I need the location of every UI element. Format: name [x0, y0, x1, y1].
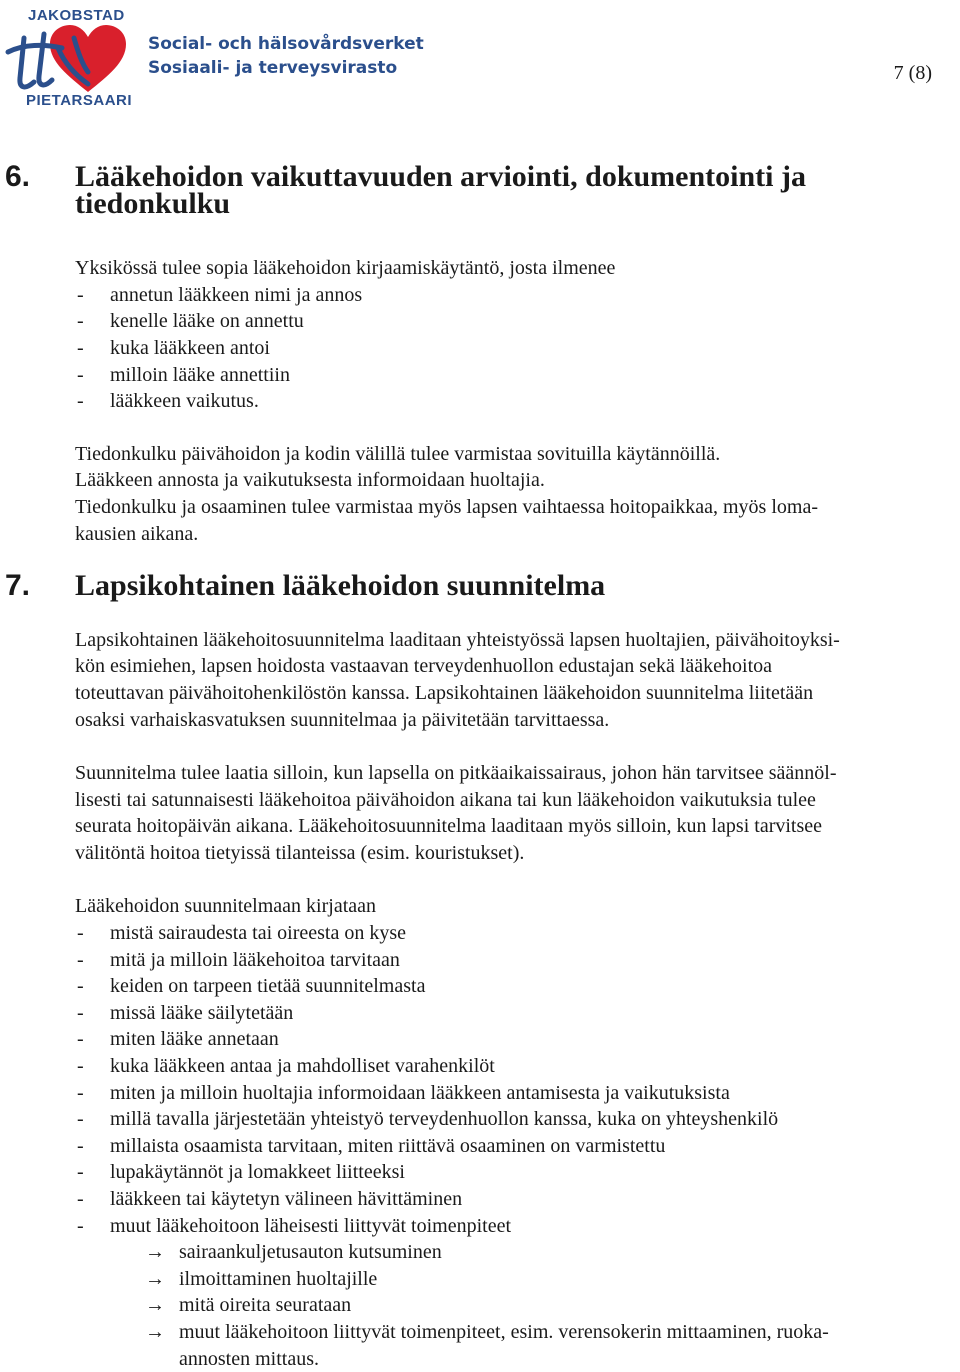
list-item: - kuka lääkkeen antaa ja mahdolliset varahenkilöt: [75, 1053, 960, 1080]
paragraph-line: Lääkkeen annosta ja vaikutuksesta informoidaan huoltajia.: [75, 469, 545, 492]
section-7: [0, 569, 960, 1372]
page-number: 7 (8): [893, 62, 932, 84]
section-7-paragraph-1: [0, 627, 953, 733]
sub-list-item-text: muut lääkehoitoon liittyvät toimenpiteet, esim. verensokerin mittaaminen, ruoka-: [179, 1320, 829, 1343]
list-item: - mistä sairaudesta tai oireesta on kyse: [75, 920, 960, 947]
sub-list-item-text: sairaankuljetusauton kutsuminen: [179, 1241, 442, 1264]
list-item: - missä lääke säilytetään: [75, 1000, 960, 1027]
arrow-right-icon: →: [145, 1320, 165, 1343]
logo-top-text: JAKOBSTAD: [28, 7, 125, 24]
paragraph-line: lisesti tai satunnaisesti lääkehoitoa päivähoidon aikana tai kun lääkehoidon vaikutuksia tulee: [75, 788, 816, 811]
org-name-swedish: Social- och hälsovårdsverket: [148, 34, 424, 54]
list-item: - kuka lääkkeen antoi: [75, 335, 960, 362]
paragraph-line: toteuttavan päivähoitohenkilöstön kanssa. Lapsikohtainen lääkehoidon suunnitelma liitetään: [75, 681, 814, 704]
paragraph-line: Suunnitelma tulee laatia silloin, kun lapsella on pitkäaikaissairaus, johon hän tarvitsee säännöl-: [75, 762, 837, 785]
paragraph-line: kön esimiehen, lapsen hoidosta vastaavan terveydenhuollon edustajan sekä lääkehoitoa: [75, 655, 773, 678]
section-6-title: Lääkehoidon vaikuttavuuden arviointi, dokumentointi ja tiedonkulku: [75, 160, 807, 220]
list-item: - keiden on tarpeen tietää suunnitelmasta: [75, 973, 960, 1000]
section-6-record-list: [0, 282, 960, 415]
list-item: - milloin lääke annettiin: [75, 362, 960, 389]
paragraph-line: Lapsikohtainen lääkehoitosuunnitelma laaditaan yhteistyössä lapsen huoltajien, päivähoitoyksi-: [75, 628, 840, 651]
list-item: - muut lääkehoitoon läheisesti liittyvät toimenpiteet: [75, 1213, 960, 1240]
section-6-intro: Yksikössä tulee sopia lääkehoidon kirjaamiskäytäntö, josta ilmenee: [75, 257, 616, 280]
logo-bottom-text: PIETARSAARI: [26, 92, 133, 109]
sub-list-item-text: annosten mittaus.: [179, 1347, 319, 1370]
section-7-number: 7.: [5, 569, 31, 603]
section-7-paragraph-2: [0, 760, 953, 866]
list-item: - millä tavalla järjestetään yhteistyö terveydenhuollon kanssa, kuka on yhteyshenkilö: [75, 1106, 960, 1133]
section-6-number: 6.: [5, 160, 31, 193]
sub-list-item-text: ilmoittaminen huoltajille: [179, 1267, 378, 1290]
list-item: - lääkkeen vaikutus.: [75, 388, 960, 415]
organization-logo: [4, 4, 424, 110]
section-7-list-intro: Lääkehoidon suunnitelmaan kirjataan: [75, 895, 377, 918]
list-item: - miten ja milloin huoltajia informoidaan lääkkeen antamisesta ja vaikutuksista: [75, 1080, 960, 1107]
sub-list-item: [145, 1319, 931, 1372]
sub-list-item: [145, 1266, 931, 1293]
arrow-right-icon: →: [145, 1294, 165, 1317]
sub-list-item: [145, 1292, 931, 1319]
section-6: [0, 160, 960, 547]
section-6-paragraph: [0, 441, 953, 547]
sub-list-item-text: mitä oireita seurataan: [179, 1294, 352, 1317]
list-item: - lupakäytännöt ja lomakkeet liitteeksi: [75, 1159, 960, 1186]
paragraph-line: kausien aikana.: [75, 522, 199, 545]
list-item: - annetun lääkkeen nimi ja annos: [75, 282, 960, 309]
document-body: [0, 160, 960, 1372]
list-item: - miten lääke annetaan: [75, 1026, 960, 1053]
list-item: - mitä ja milloin lääkehoitoa tarvitaan: [75, 947, 960, 974]
paragraph-line: seurata hoitopäivän aikana. Lääkehoitosuunnitelma laaditaan myös silloin, kun lapsi tarvitsee: [75, 815, 823, 838]
list-item: - millaista osaamista tarvitaan, miten riittävä osaaminen on varmistettu: [75, 1133, 960, 1160]
paragraph-line: välitöntä hoitoa tietyissä tilanteissa (esim. kouristukset).: [75, 841, 525, 864]
arrow-right-icon: →: [145, 1267, 165, 1290]
section-7-heading: [0, 569, 960, 603]
arrow-right-icon: →: [145, 1241, 165, 1264]
paragraph-line: osaksi varhaiskasvatuksen suunnitelmaa ja päivitetään tarvittaessa.: [75, 708, 610, 731]
section-7-title: Lapsikohtainen lääkehoidon suunnitelma: [75, 569, 606, 603]
section-7-sub-list: [0, 1239, 960, 1372]
org-name-finnish: Sosiaali- ja terveysvirasto: [148, 58, 398, 78]
sub-list-item: [145, 1239, 931, 1266]
paragraph-line: Tiedonkulku ja osaaminen tulee varmistaa myös lapsen vaihtaessa hoitopaikkaa, myös loma-: [75, 495, 818, 518]
section-6-heading: [0, 160, 960, 220]
list-item: - lääkkeen tai käytetyn välineen hävittäminen: [75, 1186, 960, 1213]
list-item: - kenelle lääke on annettu: [75, 308, 960, 335]
section-7-plan-list: [0, 920, 960, 1239]
paragraph-line: Tiedonkulku päivähoidon ja kodin välillä tulee varmistaa sovituilla käytännöillä.: [75, 442, 721, 465]
